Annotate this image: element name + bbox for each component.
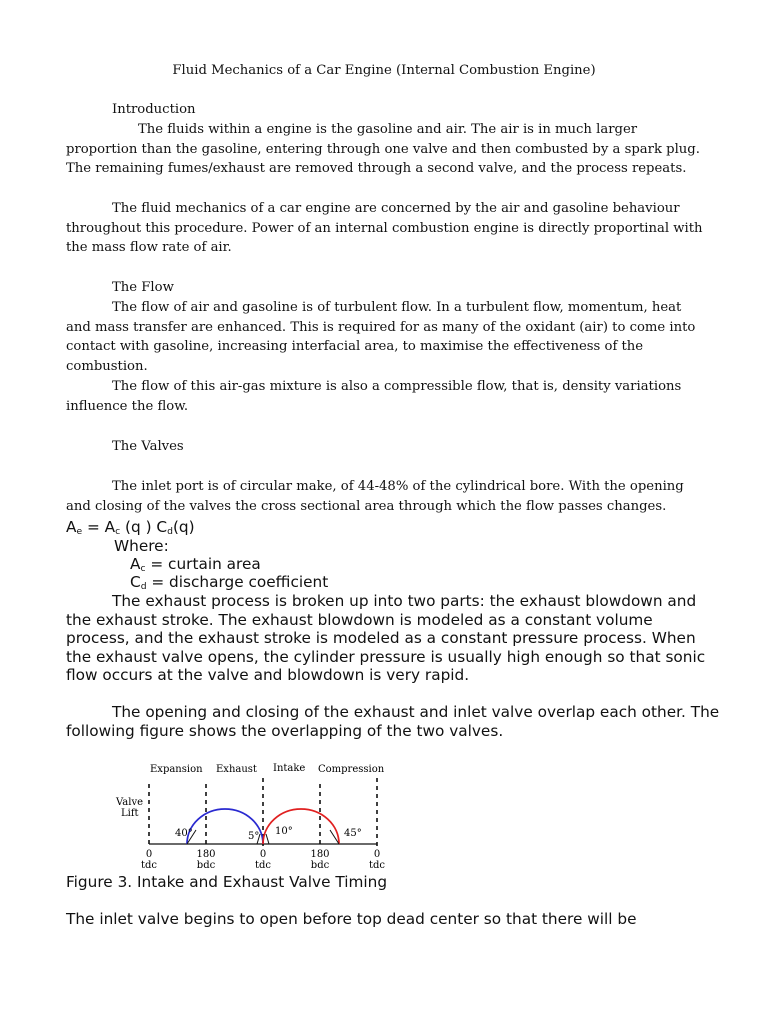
- y-label-valve: Valve: [116, 797, 144, 808]
- tick-number-2: 180: [196, 849, 216, 860]
- tick-number-4: 180: [310, 849, 330, 860]
- last-line-paragraph: The inlet valve begins to open before top dead center so that there will be: [66, 910, 637, 928]
- flow-paragraph-2: The flow of this air-gas mixture is also a compressible flow, that is, density variations influence the flow.: [66, 379, 682, 414]
- angle-label-10: 10°: [275, 826, 293, 837]
- valves-paragraph-1: The inlet port is of circular make, of 44-48% of the cylindrical bore. With the opening and closing of the valves the cross sectional area through which the flow passes changes.: [66, 479, 684, 514]
- introduction-paragraph-1: The fluids within a engine is the gasoline and air. The air is in much larger proportion than the gasoline, entering through one valve and then combusted by a spark plug. The remaining fumes/exhaust are removed through a second valve, and the process repeats.: [66, 122, 700, 177]
- tick-label-1: tdc: [140, 860, 158, 871]
- tick-label-4: bdc: [310, 860, 330, 871]
- page-title: Fluid Mechanics of a Car Engine (Internal Combustion Engine): [172, 63, 596, 78]
- where-label: Where:: [114, 537, 169, 555]
- angle-label-5: 5°: [248, 831, 260, 842]
- definition-discharge-coefficient: $C_d$ = discharge coefficient: [130, 573, 329, 592]
- y-label-lift: Lift: [121, 808, 139, 819]
- formula-line: $A_e = A_c$ (q ) $C_d(q)$: [66, 518, 195, 537]
- flow-paragraph-1: The flow of air and gasoline is of turbulent flow. In a turbulent flow, momentum, heat and mass transfer are enhanced. This is required for as many of the oxidant (air) to come into contact with gasoline, increasing interfacial area, to maximise the effectiveness of the combustion.: [66, 300, 696, 375]
- figure-caption: Figure 3. Intake and Exhaust Valve Timing: [66, 873, 388, 891]
- tick-number-3: 0: [259, 849, 267, 860]
- valve-timing-figure: [104, 756, 404, 876]
- introduction-heading: Introduction: [112, 102, 196, 117]
- angle-label-40: 40°: [175, 828, 193, 839]
- tick-label-3: tdc: [254, 860, 272, 871]
- definition-curtain-area: $A_c$ = curtain area: [130, 555, 261, 574]
- phase-label-compression: Compression: [318, 764, 385, 775]
- flow-heading: The Flow: [112, 280, 174, 295]
- tick-number-1: 0: [145, 849, 153, 860]
- phase-label-intake: Intake: [273, 763, 306, 774]
- tick-label-2: bdc: [196, 860, 216, 871]
- valves-heading: The Valves: [112, 439, 184, 454]
- tick-label-5: tdc: [368, 860, 386, 871]
- tick-number-5: 0: [373, 849, 381, 860]
- phase-label-exhaust: Exhaust: [216, 764, 257, 775]
- overlap-paragraph: The opening and closing of the exhaust and inlet valve overlap each other. The following figure shows the overlapping of the two valves.: [66, 703, 720, 740]
- introduction-paragraph-2: The fluid mechanics of a car engine are concerned by the air and gasoline behaviour throughout this procedure. Power of an internal combustion engine is directly proportinal with the mass flow rate of air.: [66, 201, 703, 256]
- exhaust-process-paragraph: The exhaust process is broken up into two parts: the exhaust blowdown and the exhaust stroke. The exhaust blowdown is modeled as a constant volume process, and the exhaust stroke is modeled as a constant pressure process. When the exhaust valve opens, the cylinder pressure is usually high enough so that sonic flow occurs at the valve and blowdown is very rapid.: [66, 592, 706, 684]
- angle-label-45: 45°: [344, 828, 362, 839]
- phase-label-expansion: Expansion: [150, 764, 203, 775]
